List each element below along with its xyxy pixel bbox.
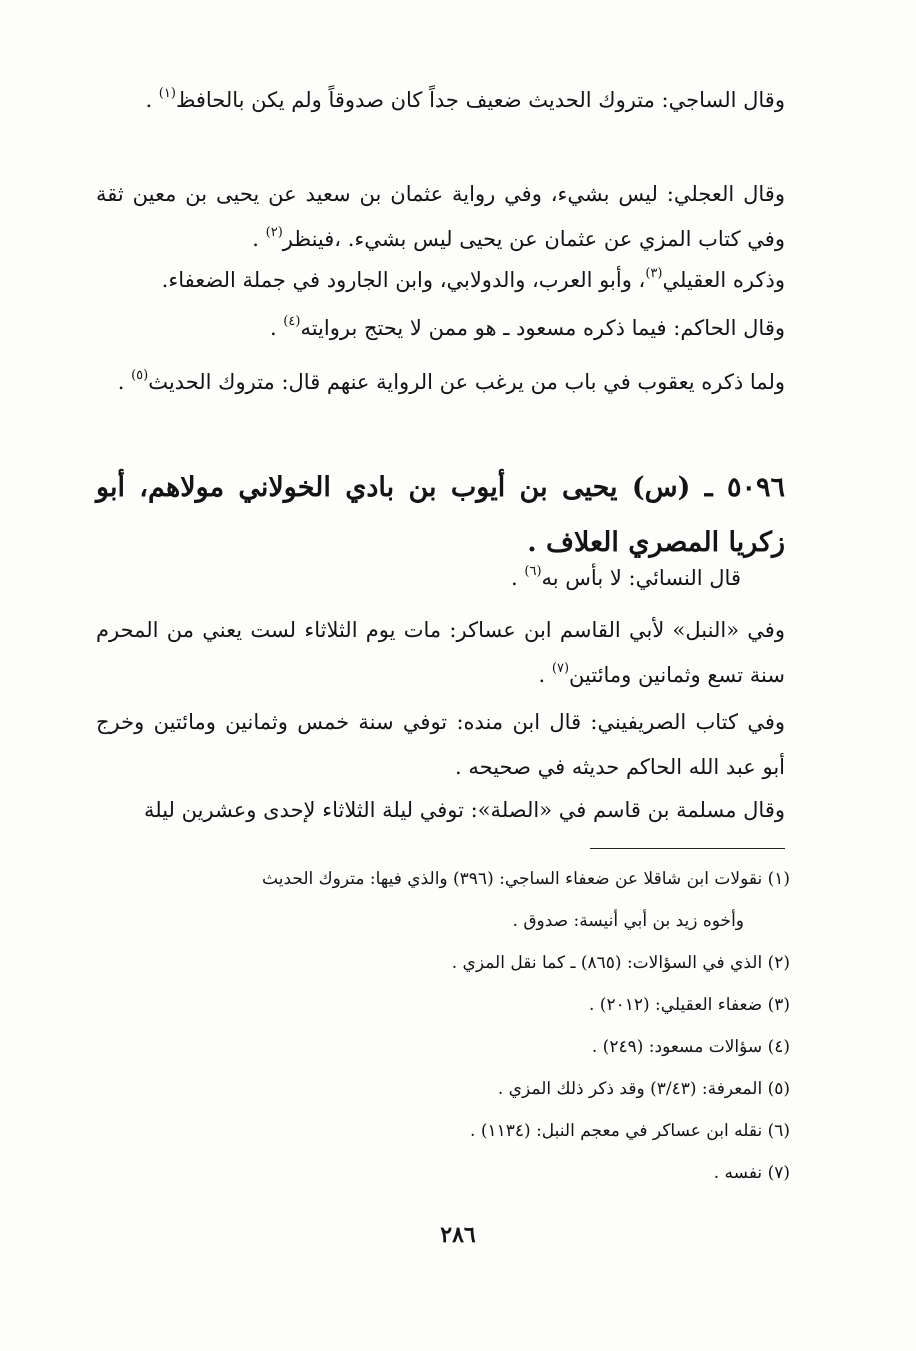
footnote-1: (١) نقولات ابن شاقلا عن ضعفاء الساجي: (٣٩٦) والذي فيها: متروك الحديث [262, 869, 790, 889]
paragraph-nasai [96, 556, 785, 604]
footnote-ref[interactable]: (٤) [283, 314, 301, 329]
paragraph-sarifini [96, 700, 785, 790]
footnote-5: (٥) المعرفة: (٣/٤٣) وقد ذكر ذلك المزي . [497, 1079, 790, 1099]
footnote-1-continued: وأخوه زيد بن أبي أنيسة: صدوق . [512, 911, 744, 931]
paragraph-tail: . [145, 88, 159, 112]
paragraph-tail: . [269, 316, 284, 340]
paragraph-tail: . [252, 227, 266, 251]
paragraph-text: وفي «النبل» لأبي القاسم ابن عساكر: مات يوم الثلاثاء لست يعني من المحرم سنة تسع وثمانين ومائتين [96, 618, 785, 687]
paragraph-uqayli [96, 258, 785, 306]
footnote-divider [590, 848, 785, 849]
paragraph-tail: ، وأبو العرب، والدولابي، وابن الجارود في جملة الضعفاء. [161, 268, 646, 292]
paragraph-text: وقال مسلمة بن قاسم في «الصلة»: توفي ليلة الثلاثاء لإحدى وعشرين ليلة [144, 798, 785, 822]
footnote-ref[interactable]: (٣) [645, 266, 663, 281]
paragraph-maslama [96, 788, 785, 833]
paragraph-nubl [96, 608, 785, 701]
footnote-ref[interactable]: (٧) [551, 661, 570, 676]
page-number: ٢٨٦ [440, 1222, 476, 1248]
footnote-3: (٣) ضعفاء العقيلي: (٢٠١٢) . [588, 995, 790, 1015]
paragraph-text: قال النسائي: لا بأس به [541, 566, 741, 590]
footnote-4: (٤) سؤالات مسعود: (٢٤٩) . [591, 1037, 790, 1057]
footnote-2: (٢) الذي في السؤالات: (٨٦٥) ـ كما نقل المزي . [451, 953, 790, 973]
footnote-ref[interactable]: (٦) [524, 564, 542, 579]
paragraph-ijli [96, 172, 785, 265]
paragraph-saji [96, 78, 785, 126]
paragraph-text: وقال الساجي: متروك الحديث ضعيف جداً كان صدوقاً ولم يكن بالحافظ [175, 88, 785, 112]
footnote-7: (٧) نفسه . [713, 1163, 790, 1183]
paragraph-tail: . [511, 566, 525, 590]
footnote-ref[interactable]: (٢) [265, 225, 283, 240]
paragraph-text: وفي كتاب الصريفيني: قال ابن منده: توفي سنة خمس وثمانين ومائتين وخرج أبو عبد الله الحاكم حديثه في صحيحه . [96, 710, 785, 779]
footnote-ref[interactable]: (١) [158, 86, 176, 101]
paragraph-text: وقال العجلي: ليس بشيء، وفي رواية عثمان بن سعيد عن يحيى بن معين ثقة وفي كتاب المزي عن عثمان عن يحيى ليس بشيء. ،فينظر [96, 182, 785, 251]
paragraph-text: وذكره العقيلي [662, 268, 785, 292]
paragraph-hakim [96, 306, 785, 354]
footnote-6: (٦) نقله ابن عساكر في معجم النبل: (١١٣٤) . [470, 1121, 790, 1141]
paragraph-tail: . [117, 370, 132, 394]
paragraph-text: ولما ذكره يعقوب في باب من يرغب عن الرواية عنهم قال: متروك الحديث [148, 370, 785, 394]
paragraph-yaqub [96, 360, 785, 408]
entry-heading: ٥٠٩٦ ـ (س) يحيى بن أيوب بن بادي الخولاني مولاهم، أبو زكريا المصري العلاف . [96, 472, 785, 558]
paragraph-tail: . [538, 663, 552, 687]
paragraph-text: وقال الحاكم: فيما ذكره مسعود ـ هو ممن لا يحتج بروايته [300, 316, 785, 340]
footnote-ref[interactable]: (٥) [131, 368, 149, 383]
